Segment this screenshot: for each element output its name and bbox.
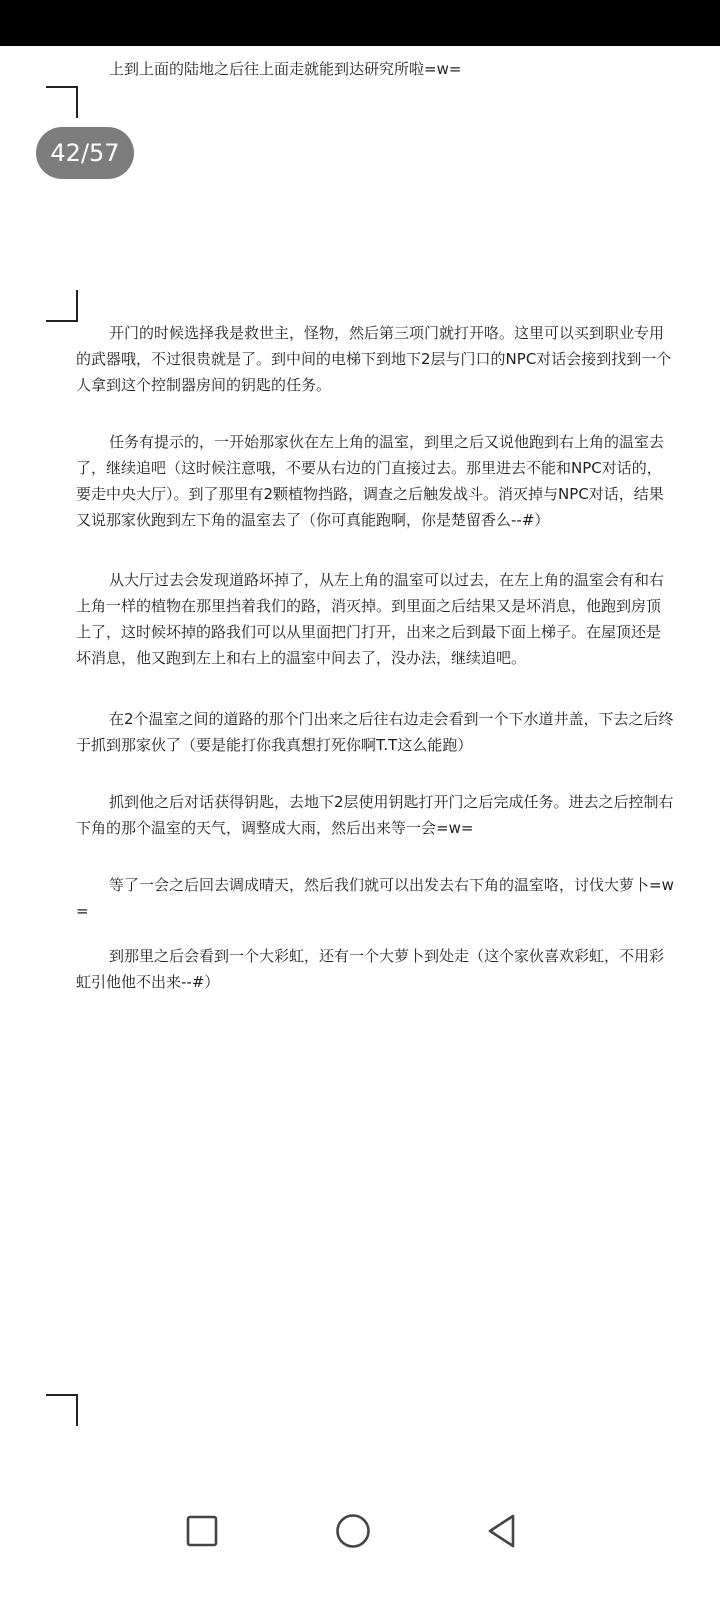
paragraph [76,943,720,995]
text-line: 开门的时候选择我是救世主，怪物，然后第三项门就打开咯。这里可以买到职业专用 [109,324,665,342]
page-indicator-badge[interactable]: 42/57 [36,127,134,179]
text-line: 了，继续追吧（这时候注意哦，不要从右边的门直接过去。那里进去不能和NPC对话的， [76,459,662,477]
text-line: 任务有提示的，一开始那家伙在左上角的温室，到里之后又说他跑到右上角的温室去 [109,433,665,451]
text-line: 在2个温室之间的道路的那个门出来之后往右边走会看到一个下水道井盖，下去之后终 [109,710,674,728]
crop-mark [46,1394,78,1426]
status-bar [0,0,720,46]
text-line: 下角的那个温室的天气，调整成大雨，然后出来等一会=w= [76,819,474,837]
crop-mark [46,86,78,118]
triangle-back-icon [484,1512,520,1550]
document-page[interactable] [0,46,720,1496]
text-line: 人拿到这个控制器房间的钥匙的任务。 [76,376,332,394]
home-button[interactable] [313,1496,393,1566]
back-button[interactable] [462,1496,542,1566]
text-line: 的武器哦，不过很贵就是了。到中间的电梯下到地下2层与门口的NPC对话会接到找到一个 [76,350,672,368]
square-icon [185,1514,219,1548]
text-line: 上角一样的植物在那里挡着我们的路，消灭掉。到里面之后结果又是坏消息，他跑到房顶 [76,597,662,615]
text-line: 抓到他之后对话获得钥匙，去地下2层使用钥匙打开门之后完成任务。进去之后控制右 [109,793,674,811]
text-line: 又说那家伙跑到左下角的温室去了（你可真能跑啊，你是楚留香么--#） [76,511,550,529]
text-line: 坏消息，他又跑到左上和右上的温室中间去了，没办法，继续追吧。 [76,649,527,667]
recents-button[interactable] [162,1496,242,1566]
text-line: 上到上面的陆地之后往上面走就能到达研究所啦=w= [109,60,462,78]
paragraph [76,320,720,398]
text-line: 上了，这时候坏掉的路我们可以从里面把门打开，出来之后到最下面上梯子。在屋顶还是 [76,623,662,641]
text-line: 要走中央大厅）。到了那里有2颗植物挡路，调查之后触发战斗。消灭掉与NPC对话，结果 [76,485,664,503]
text-line: = [76,902,89,920]
paragraph [76,567,720,671]
paragraph [76,789,720,841]
paragraph [76,706,720,758]
paragraph [76,872,720,924]
crop-mark [46,290,78,322]
navigation-bar [0,1496,720,1600]
text-line: 从大厅过去会发现道路坏掉了，从左上角的温室可以过去，在左上角的温室会有和右 [109,571,665,589]
text-line: 到那里之后会看到一个大彩虹，还有一个大萝卜到处走（这个家伙喜欢彩虹，不用彩 [109,947,665,965]
text-line: 于抓到那家伙了（要是能打你我真想打死你啊T.T这么能跑） [76,736,473,754]
paragraph [76,429,720,533]
circle-icon [334,1512,372,1550]
text-line: 等了一会之后回去调成晴天，然后我们就可以出发去右下角的温室咯，讨伐大萝卜=w [109,876,674,894]
paragraph [76,56,720,82]
text-line: 虹引他他不出来--#） [76,973,220,991]
